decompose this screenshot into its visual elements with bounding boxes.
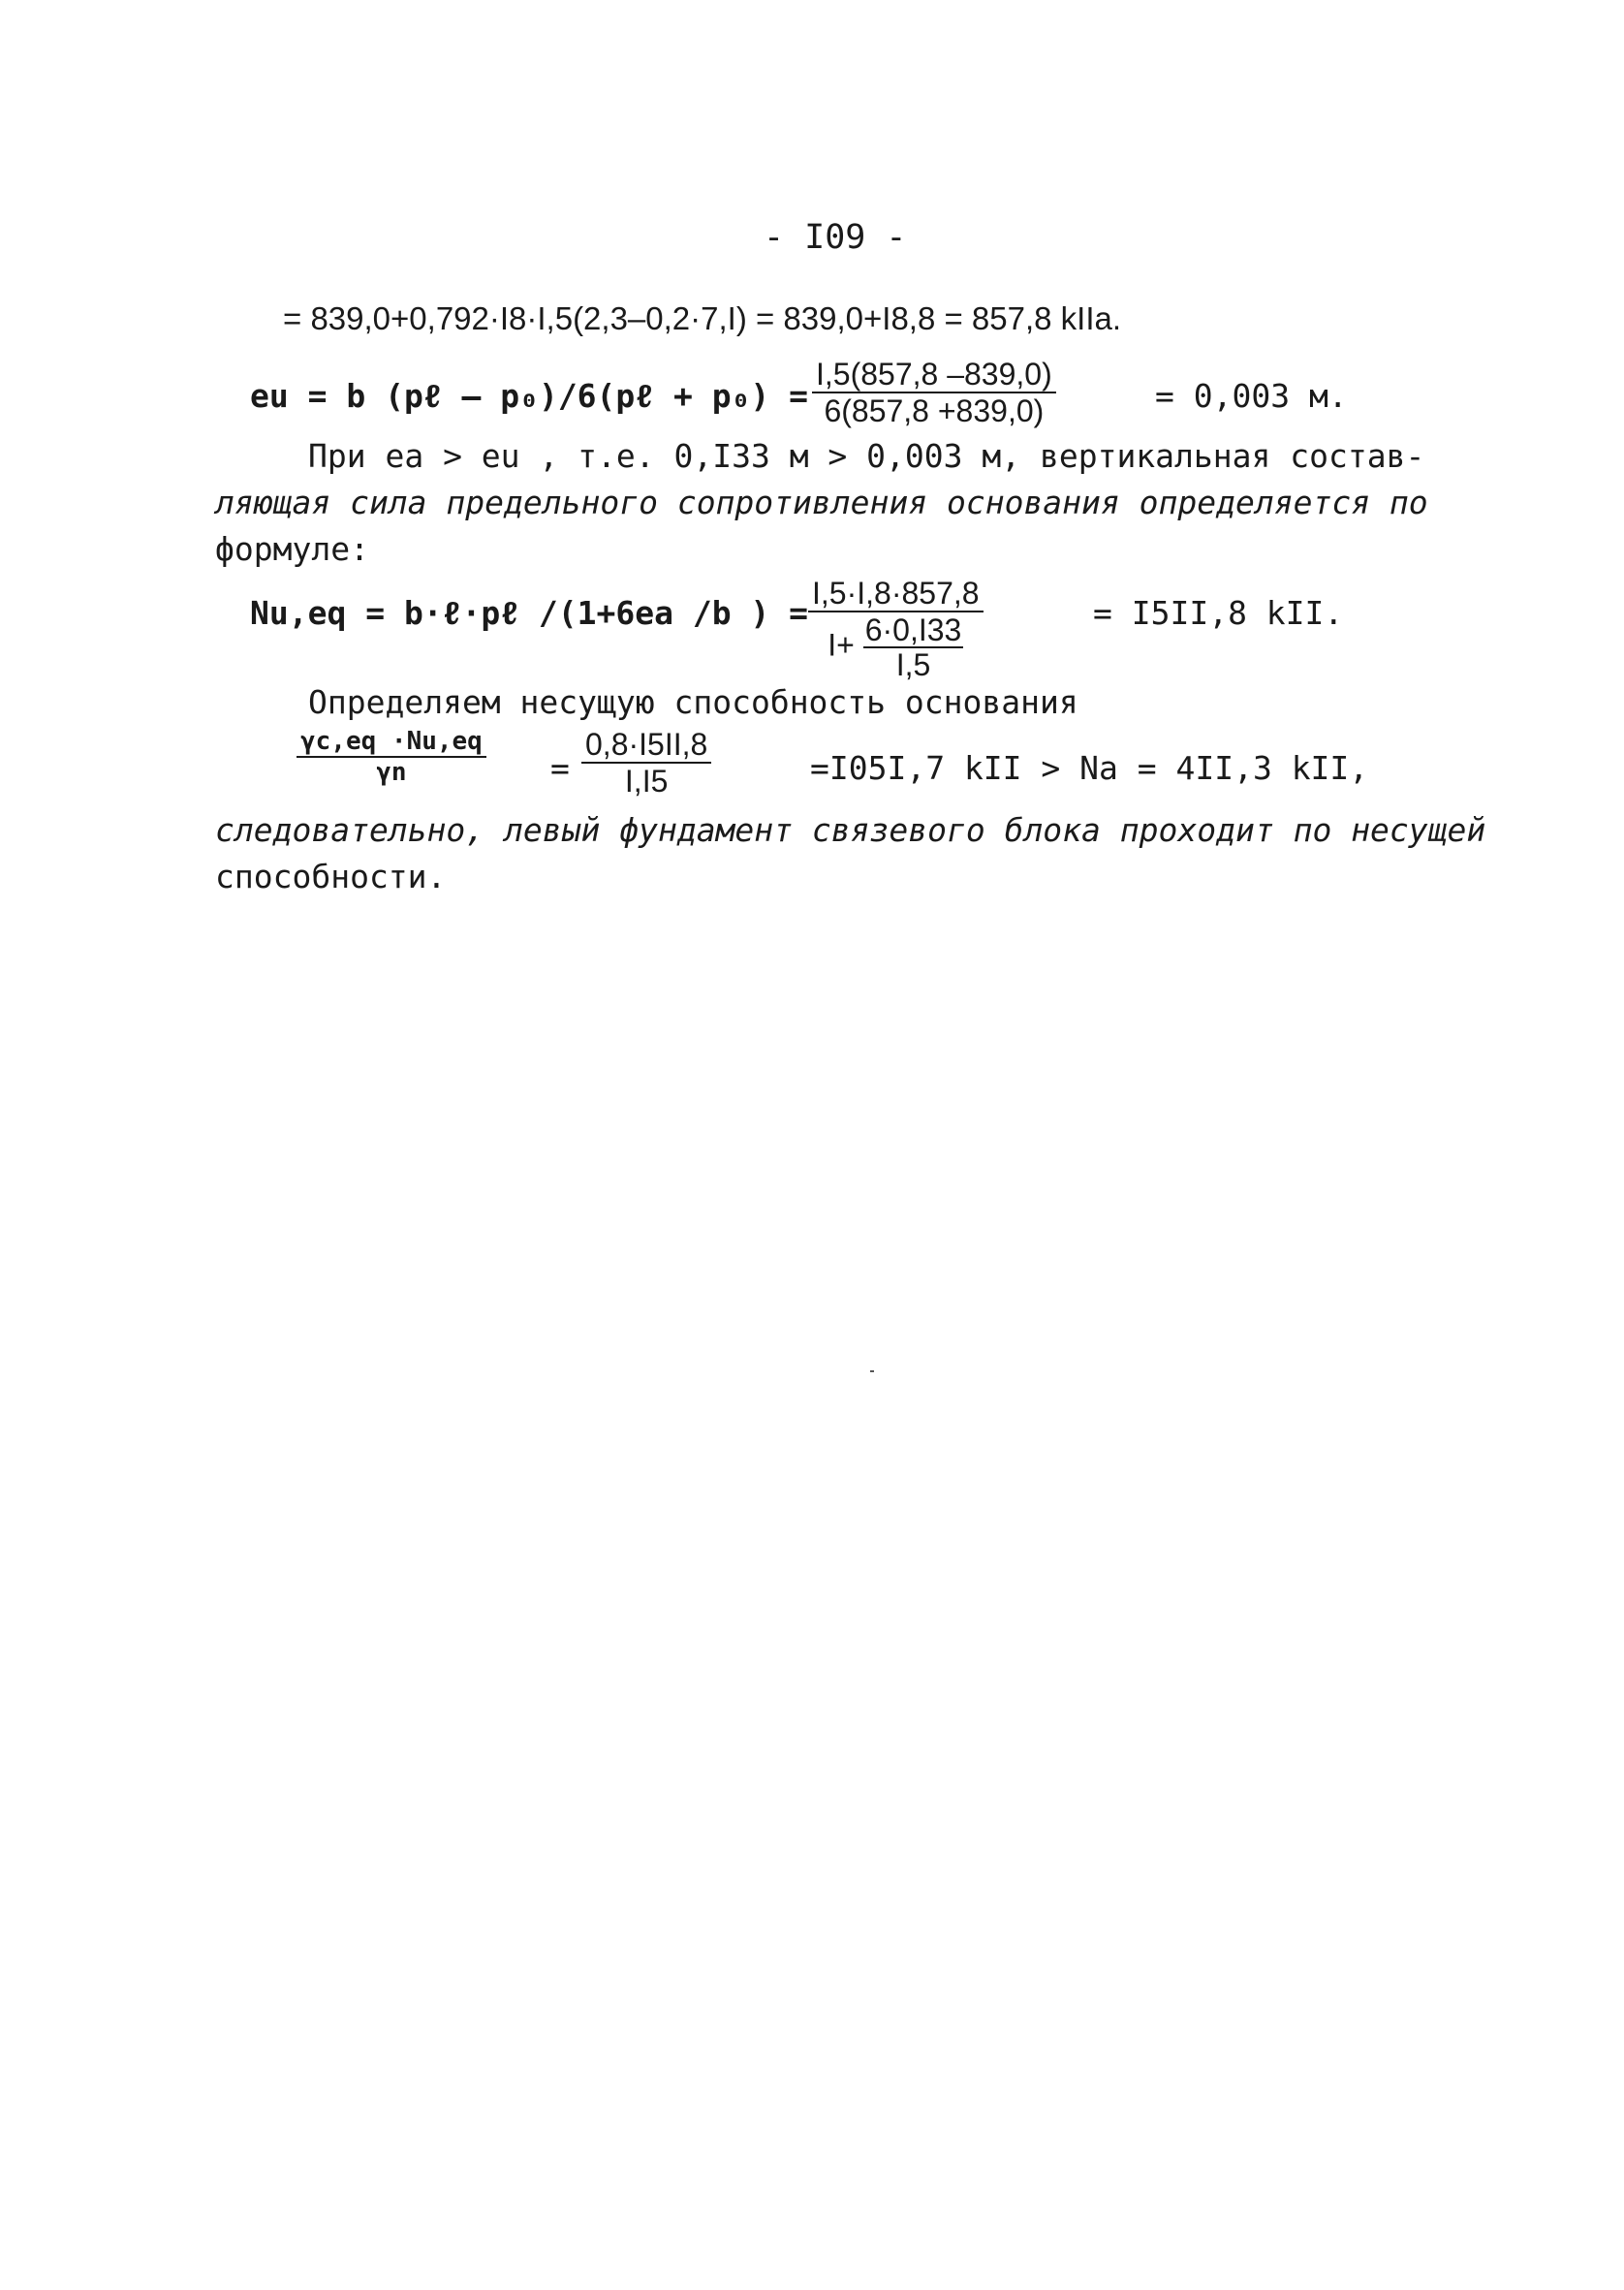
eq-nu-inner-fraction (863, 614, 964, 680)
eq-capacity-lhs-numerator: γc,eq ·Nu,eq (297, 729, 486, 758)
eq-nu-numerator: I,5·I,8·857,8 (808, 578, 984, 612)
para1-line2: ляющая сила предельного сопротивления основания определяется по (215, 484, 1428, 521)
eq-nu-fraction (808, 578, 984, 680)
eq-capacity-numerator: 0,8·I5II,8 (581, 729, 711, 764)
eq-nu-inner-denominator: I,5 (895, 647, 931, 682)
para2-line1: Определяем несущую способность основания (308, 683, 1078, 721)
eq-nu-denominator (808, 612, 984, 680)
eq-nu-den-prefix: I+ (828, 627, 855, 663)
eq-capacity-lhs-fraction (297, 729, 486, 785)
eq-capacity-fraction (581, 729, 711, 797)
conclusion-line1: следовательно, левый фундамент связевого блока проходит по несущей (215, 811, 1486, 849)
eq-nu-lhs: Nu,eq = b·ℓ·pℓ /(1+6ea /b ) = (250, 594, 809, 632)
eq-capacity-lhs-denominator: γn (376, 758, 407, 787)
para1-line1: При ea > eu , т.е. 0,I33 м > 0,003 м, вертикальная состав- (308, 437, 1425, 475)
eq-nu-result: = I5II,8 kII. (1093, 594, 1344, 632)
eq-eu-lhs: eu = b (pℓ – p₀)/6(pℓ + p₀) = (250, 377, 809, 415)
equation-line-1: = 839,0+0,792·I8·I,5(2,3–0,2·7,I) = 839,0+I8,8 = 857,8 kIIa. (283, 300, 1122, 336)
eq-eu-numerator: I,5(857,8 –839,0) (812, 359, 1056, 393)
eq-nu-inner-numerator: 6·0,I33 (864, 612, 962, 647)
conclusion-line2: способности. (215, 858, 447, 895)
page-number: - I09 - (764, 218, 907, 257)
eq-eu-denominator: 6(857,8 +839,0) (824, 393, 1045, 428)
scan-speck (870, 1370, 874, 1372)
para1-line3: формуле: (215, 530, 369, 568)
eq-eu-fraction (812, 359, 1056, 426)
eq-capacity-result: =I05I,7 kII > Na = 4II,3 kII, (810, 749, 1369, 787)
eq-eu-result: = 0,003 м. (1155, 377, 1348, 415)
eq-capacity-denominator: I,I5 (624, 764, 669, 799)
eq-capacity-equals: = (550, 749, 570, 787)
